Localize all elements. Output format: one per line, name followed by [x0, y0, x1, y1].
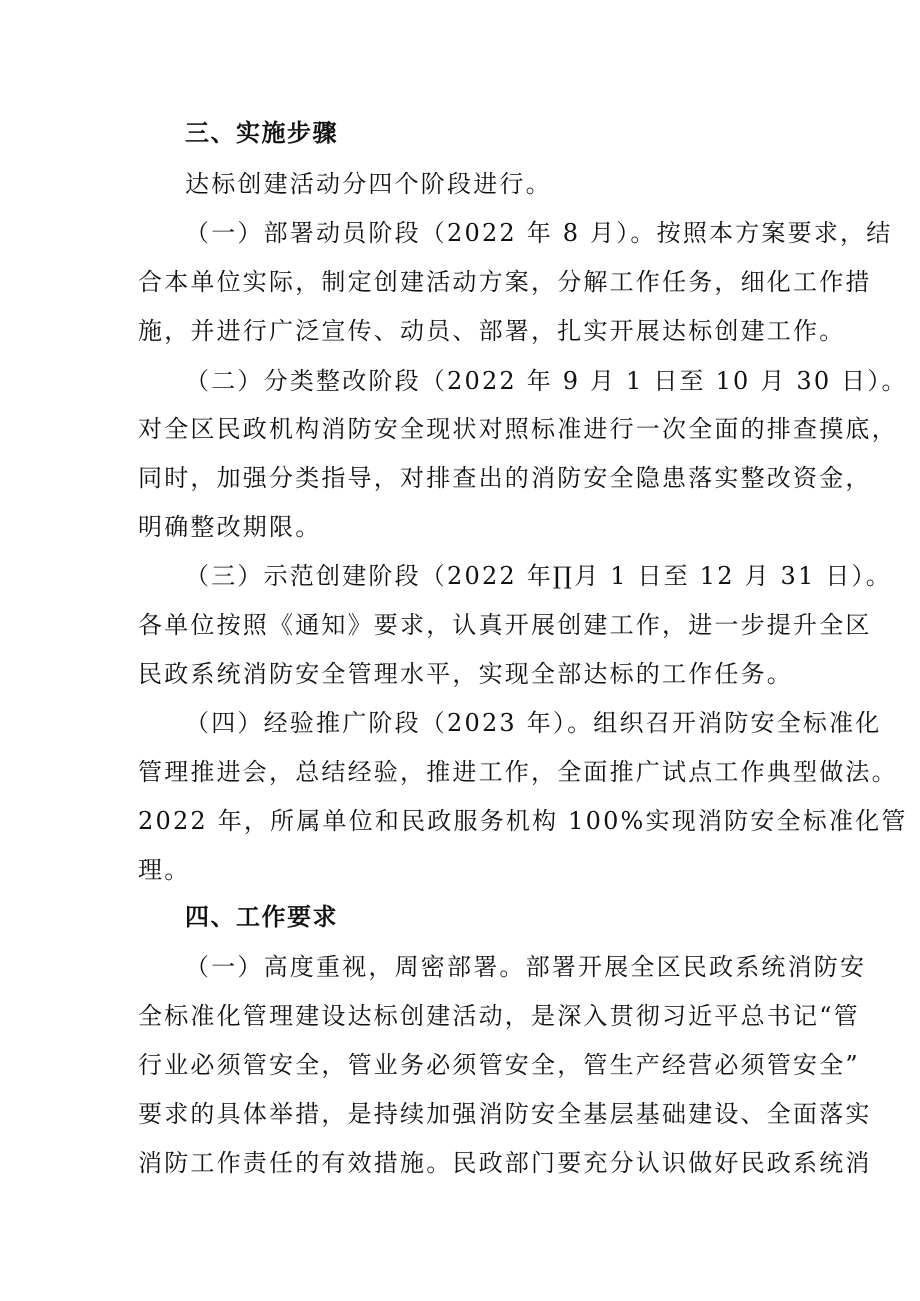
paragraph-line: 明确整改期限。	[138, 513, 322, 541]
paragraph-line: 对全区民政机构消防安全现状对照标准进行一次全面的排查摸底，	[138, 415, 898, 443]
paragraph-line: 同时，加强分类指导，对排查出的消防安全隐患落实整改资金，	[138, 464, 872, 492]
paragraph-line: 2022 年，所属单位和民政服务机构 100%实现消防安全标准化管	[138, 807, 908, 835]
section-heading: 三、实施步骤	[185, 119, 338, 147]
paragraph-line: 要求的具体举措，是持续加强消防安全基层基础建设、全面落实	[138, 1100, 872, 1128]
paragraph-line: 各单位按照《通知》要求，认真开展创建工作，进一步提升全区	[138, 611, 872, 639]
paragraph-line: （三）示范创建阶段（2022 年∏月 1 日至 12 月 31 日）。	[185, 562, 892, 590]
paragraph-line: （四）经验推广阶段（2023 年）。组织召开消防安全标准化	[185, 709, 882, 737]
paragraph-line: 民政系统消防安全管理水平，实现全部达标的工作任务。	[138, 660, 793, 688]
paragraph-line: 理。	[138, 856, 191, 884]
paragraph-line: （一）部署动员阶段（2022 年 8 月）。按照本方案要求，结	[185, 219, 893, 247]
paragraph-line: 施，并进行广泛宣传、动员、部署，扎实开展达标创建工作。	[138, 317, 846, 345]
paragraph-line: 达标创建活动分四个阶段进行。	[185, 170, 552, 198]
paragraph-line: 消防工作责任的有效措施。民政部门要充分认识做好民政系统消	[138, 1149, 872, 1177]
section-heading: 四、工作要求	[185, 903, 338, 931]
paragraph-line: （一）高度重视，周密部署。部署开展全区民政系统消防安	[185, 953, 867, 981]
paragraph-line: 管理推进会，总结经验，推进工作，全面推广试点工作典型做法。	[138, 758, 898, 786]
paragraph-line: 全标准化管理建设达标创建活动，是深入贯彻习近平总书记“管	[138, 1002, 860, 1030]
paragraph-line: （二）分类整改阶段（2022 年 9 月 1 日至 10 月 30 日）。	[185, 367, 908, 395]
paragraph-line: 行业必须管安全，管业务必须管安全，管生产经营必须管安全”	[138, 1051, 860, 1079]
paragraph-line: 合本单位实际，制定创建活动方案，分解工作任务，细化工作措	[138, 268, 872, 296]
